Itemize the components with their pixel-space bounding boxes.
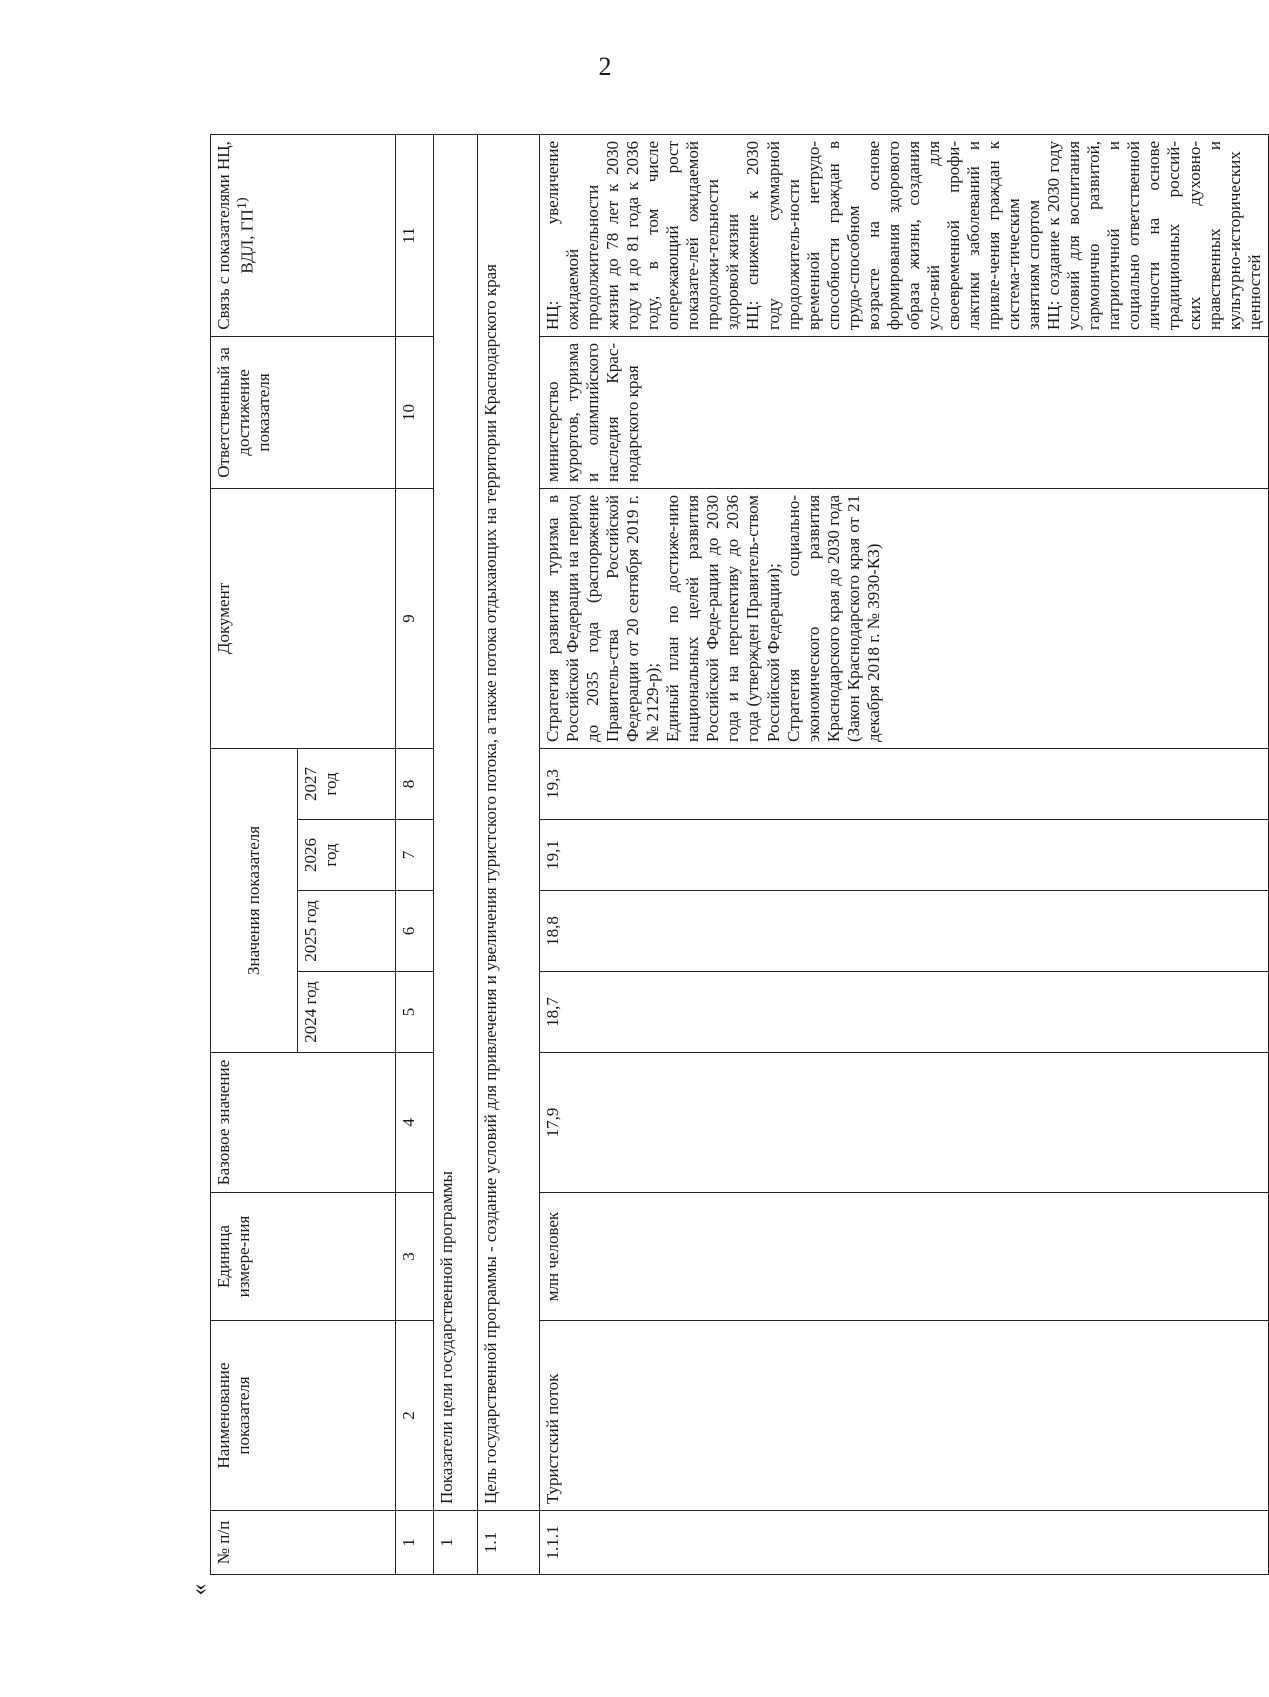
document-paragraph: Стратегия развития туризма в Российской Федерации на период до 2035 года (распоряжение Правитель-ства Российской Федерации от 20 сентября 2019 г. № 2129-р); — [543, 494, 663, 742]
col-number: 9 — [396, 488, 434, 748]
header-unit: Единица измере-ния — [211, 1193, 396, 1321]
link-paragraph: НЦ: снижение к 2030 году суммарной продолжитель-ности временной нетрудо-способности граждан в трудо-способном возрасте на основе формирования здорового образа жизни, создания усло-вий для своевременной профи-лактики заболеваний и привле-чения граждан к система-тическим занятиям спортом — [743, 140, 1044, 330]
data-row-num: 1.1.1 — [540, 1511, 1269, 1575]
header-base: Базовое значение — [211, 1053, 396, 1193]
document-paragraph: Единый план по достиже-нию национальных целей развития Российской Феде-рации до 2030 года и на перспективу до 2036 года (утвержден Правитель-ством Российской Федерации); — [663, 494, 783, 742]
data-row-2024: 18,7 — [540, 972, 1269, 1053]
header-values-group: Значения показателя — [211, 748, 298, 1052]
data-row-responsible: министерство курортов, туризма и олимпийского наследия Крас-нодарского края — [540, 336, 1269, 488]
data-row-document — [540, 488, 1269, 748]
header-2024: 2024 год — [298, 972, 396, 1053]
side-mark: « — [186, 1583, 213, 1596]
col-number: 5 — [396, 972, 434, 1053]
page-number: 2 — [598, 52, 612, 81]
header-link-footnote: 1) — [234, 197, 251, 210]
header-num: № п/п — [211, 1511, 396, 1575]
header-2026: 2026 год — [298, 820, 396, 891]
col-number: 8 — [396, 748, 434, 819]
header-document: Документ — [211, 488, 396, 748]
goal-row-text: Цель государственной программы - создание условий для привлечения и увеличения туристского потока, а также потока отдыхающих на территории Краснодарского края — [478, 134, 540, 1510]
goal-row-num: 1.1 — [478, 1511, 540, 1575]
data-row-base: 17,9 — [540, 1053, 1269, 1193]
link-paragraph: НЦ: увеличение ожидаемой продолжительности жизни до 78 лет к 2030 году и до 81 года к 2036 году, в том числе опережающий рост показате-лей ожидаемой продолжи-тельности здоровой жизни — [543, 140, 743, 330]
document-paragraph: Стратегия социально-экономического развития Краснодарского края до 2030 года (Закон Краснодарского края от 21 декабря 2018 г. № 3930-КЗ) — [783, 494, 883, 742]
header-2027: 2027 год — [298, 748, 396, 819]
data-row-2025: 18,8 — [540, 891, 1269, 972]
section-row-num: 1 — [434, 1511, 478, 1575]
header-link — [211, 134, 396, 336]
col-number: 2 — [396, 1321, 434, 1511]
col-number: 4 — [396, 1053, 434, 1193]
col-number: 11 — [396, 134, 434, 336]
col-number: 3 — [396, 1193, 434, 1321]
header-responsible: Ответственный за достижение показателя — [211, 336, 396, 488]
header-link-text: Связь с показателями НЦ, ВДЛ, ГП — [214, 141, 257, 330]
indicator-table — [210, 134, 1269, 1575]
header-2025: 2025 год — [298, 891, 396, 972]
data-row-2027: 19,3 — [540, 748, 1269, 819]
data-row-2026: 19,1 — [540, 820, 1269, 891]
link-paragraph: НЦ: создание к 2030 году условий для воспитания гармонично развитой, патриотичной и социально ответственной личности на основе традиционных россий-ских духовно-нравственных и культурно-исторических ценностей — [1044, 140, 1264, 330]
data-row-link — [540, 134, 1269, 336]
table-row — [540, 134, 1269, 1574]
col-number: 10 — [396, 336, 434, 488]
col-number: 6 — [396, 891, 434, 972]
col-number: 1 — [396, 1511, 434, 1575]
col-number: 7 — [396, 820, 434, 891]
section-row-text: Показатели цели государственной программы — [434, 134, 478, 1510]
header-name: Наименование показателя — [211, 1321, 396, 1511]
data-row-unit: млн человек — [540, 1193, 1269, 1321]
indicator-table-rotated — [210, 135, 1264, 1575]
data-row-name: Туристский поток — [540, 1321, 1269, 1511]
